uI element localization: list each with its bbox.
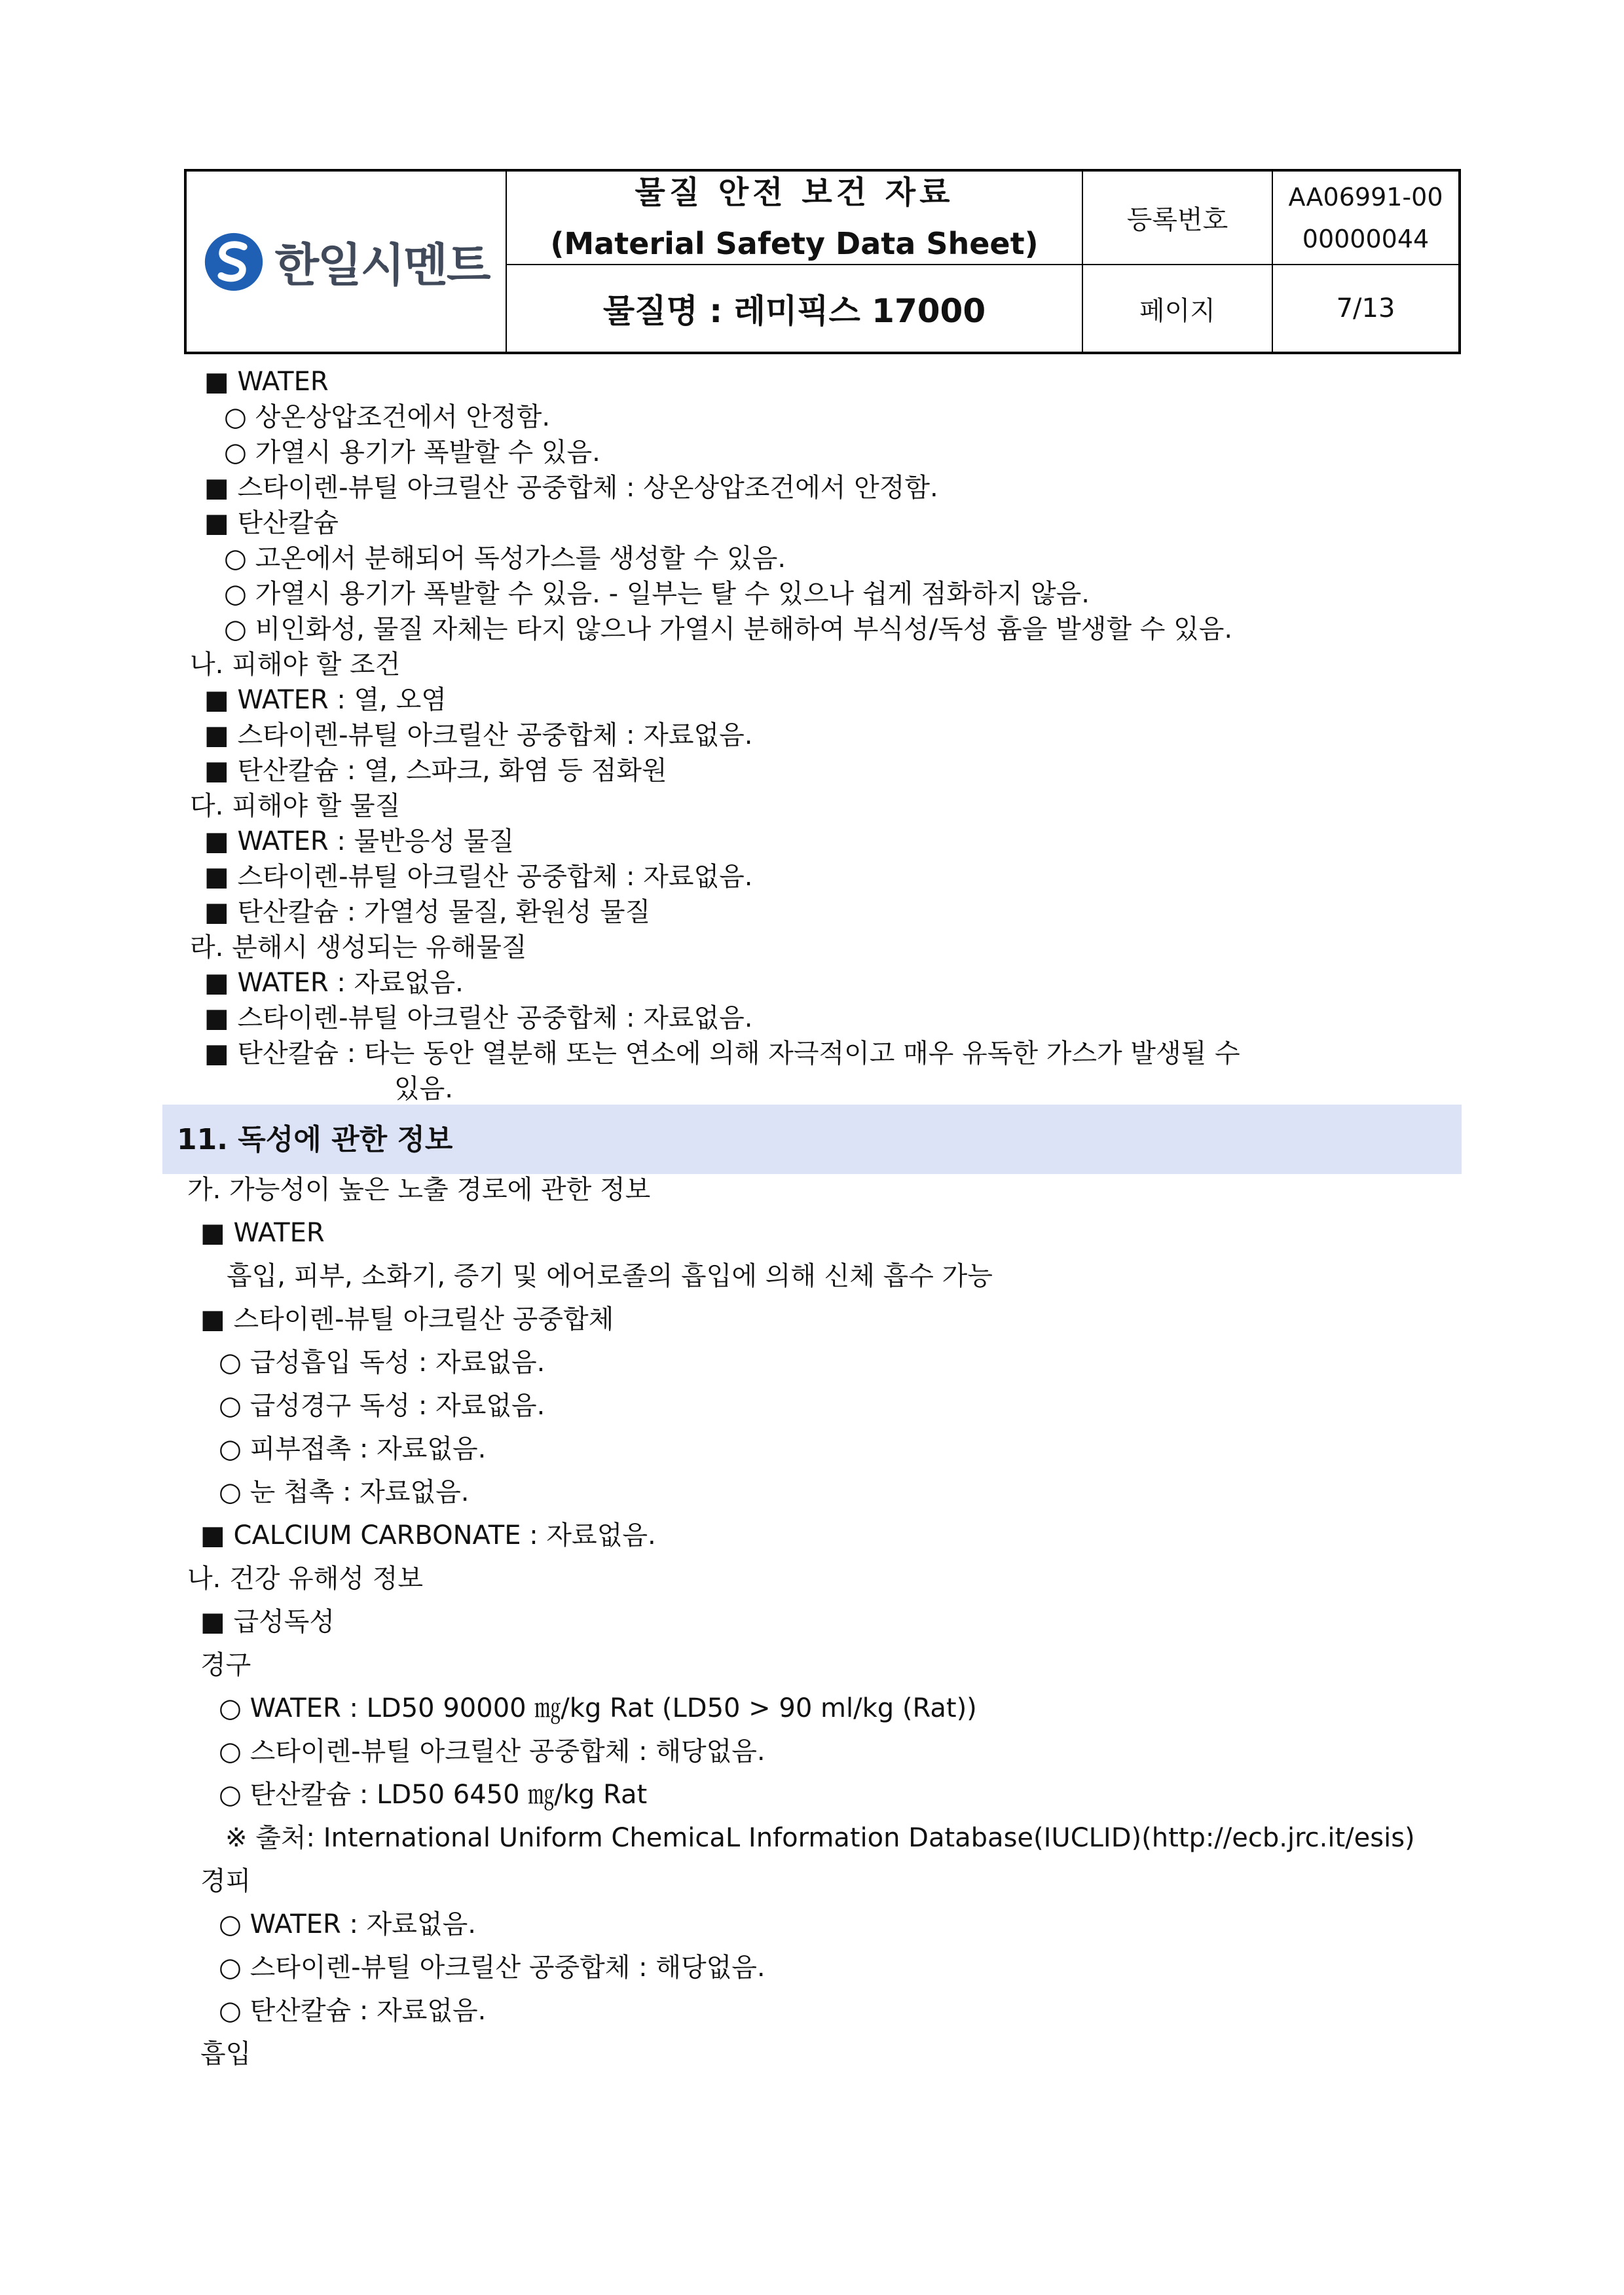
source-note: ※ 출처: International Uniform ChemicaL Information Database(IUCLID)(http://ecb.jrc.it/esis) (225, 1823, 1415, 1853)
bullet-item: ■ WATER (200, 1218, 325, 1248)
page-label: 페이지 (1139, 295, 1215, 326)
registration-number-line-2: 00000044 (1302, 224, 1430, 253)
bullet-item-continuation: 있음. (394, 1074, 453, 1104)
company-logo (187, 172, 506, 352)
subsection-heading: 가. 가능성이 높은 노출 경로에 관한 정보 (187, 1175, 651, 1205)
paragraph: 흡입, 피부, 소화기, 증기 및 에어로졸의 흡입에 의해 신체 흡수 가능 (227, 1261, 993, 1291)
route-label: 흡입 (200, 2039, 251, 2069)
bullet-item: ■ 탄산칼슘 (204, 508, 339, 538)
bullet-item: ■ WATER : 자료없음. (204, 968, 464, 998)
bullet-item: ■ WATER (204, 367, 329, 397)
bullet-item: ■ 스타이렌-뷰틸 아크릴산 공중합체 : 자료없음. (204, 720, 753, 750)
subsection-heading: 나. 건강 유해성 정보 (187, 1564, 423, 1594)
sub-item: ○ 급성경구 독성 : 자료없음. (219, 1391, 545, 1421)
sub-item: ○ WATER : LD50 90000 ㎎/kg Rat (LD50 > 90 ml/kg (Rat)) (219, 1693, 977, 1723)
sub-item: ○ 스타이렌-뷰틸 아크릴산 공중합체 : 해당없음. (219, 1953, 766, 1983)
document-title (507, 172, 1082, 264)
sub-item: ○ 급성흡입 독성 : 자료없음. (219, 1348, 545, 1378)
subsection-heading: 라. 분해시 생성되는 유해물질 (190, 932, 527, 963)
page-number: 7/13 (1336, 293, 1395, 323)
document-header-table (184, 169, 1461, 354)
bullet-item: ■ 탄산칼슘 : 열, 스파크, 화염 등 점화원 (204, 756, 667, 786)
registration-label: 등록번호 (1126, 205, 1228, 235)
sub-item: ○ 탄산칼슘 : 자료없음. (219, 1996, 487, 2026)
bullet-item: ■ WATER : 물반응성 물질 (204, 826, 515, 856)
bullet-item: ■ 스타이렌-뷰틸 아크릴산 공중합체 : 자료없음. (204, 862, 753, 892)
sub-item: ○ 가열시 용기가 폭발할 수 있음. (224, 437, 600, 468)
sub-item: ○ WATER : 자료없음. (219, 1909, 476, 1939)
sub-item: ○ 스타이렌-뷰틸 아크릴산 공중합체 : 해당없음. (219, 1736, 766, 1767)
company-name: 한일시멘트 (274, 238, 490, 292)
sub-item: ○ 비인화성, 물질 자체는 타지 않으나 가열시 분해하여 부식성/독성 흄을 발생할 수 있음. (224, 614, 1233, 644)
registration-number-line-1: AA06991-00 (1288, 182, 1443, 211)
material-name: 물질명 : 레미픽스 17000 (602, 292, 986, 330)
bullet-item: ■ 급성독성 (200, 1607, 335, 1637)
title-korean: 물질 안전 보건 자료 (635, 174, 954, 211)
title-english: (Material Safety Data Sheet) (550, 225, 1039, 261)
bullet-item: ■ CALCIUM CARBONATE : 자료없음. (200, 1520, 656, 1551)
route-label: 경피 (200, 1866, 251, 1896)
route-label: 경구 (200, 1650, 251, 1680)
subsection-heading: 다. 피해야 할 물질 (190, 791, 401, 821)
sub-item: ○ 가열시 용기가 폭발할 수 있음. - 일부는 탈 수 있으나 쉽게 점화하지 않음. (224, 579, 1090, 609)
registration-number (1273, 172, 1458, 264)
sub-item: ○ 상온상압조건에서 안정함. (224, 402, 551, 432)
bullet-item: ■ 스타이렌-뷰틸 아크릴산 공중합체 : 상온상압조건에서 안정함. (204, 473, 938, 503)
bullet-item: ■ WATER : 열, 오염 (204, 685, 447, 715)
bullet-item: ■ 스타이렌-뷰틸 아크릴산 공중합체 : 자료없음. (204, 1003, 753, 1033)
sub-item: ○ 고온에서 분해되어 독성가스를 생성할 수 있음. (224, 543, 786, 574)
sub-item: ○ 탄산칼슘 : LD50 6450 ㎎/kg Rat (219, 1780, 648, 1810)
sub-item: ○ 피부접촉 : 자료없음. (219, 1434, 487, 1464)
subsection-heading: 나. 피해야 할 조건 (190, 650, 401, 680)
bullet-item: ■ 탄산칼슘 : 가열성 물질, 환원성 물질 (204, 897, 651, 927)
sub-item: ○ 눈 첩촉 : 자료없음. (219, 1477, 470, 1507)
bullet-item: ■ 탄산칼슘 : 타는 동안 열분해 또는 연소에 의해 자극적이고 매우 유독한 가스가 발생될 수 (204, 1038, 1240, 1069)
bullet-item: ■ 스타이렌-뷰틸 아크릴산 공중합체 (200, 1304, 614, 1334)
company-logo-icon (202, 230, 265, 293)
section-heading: 11. 독성에 관한 정보 (177, 1123, 453, 1156)
